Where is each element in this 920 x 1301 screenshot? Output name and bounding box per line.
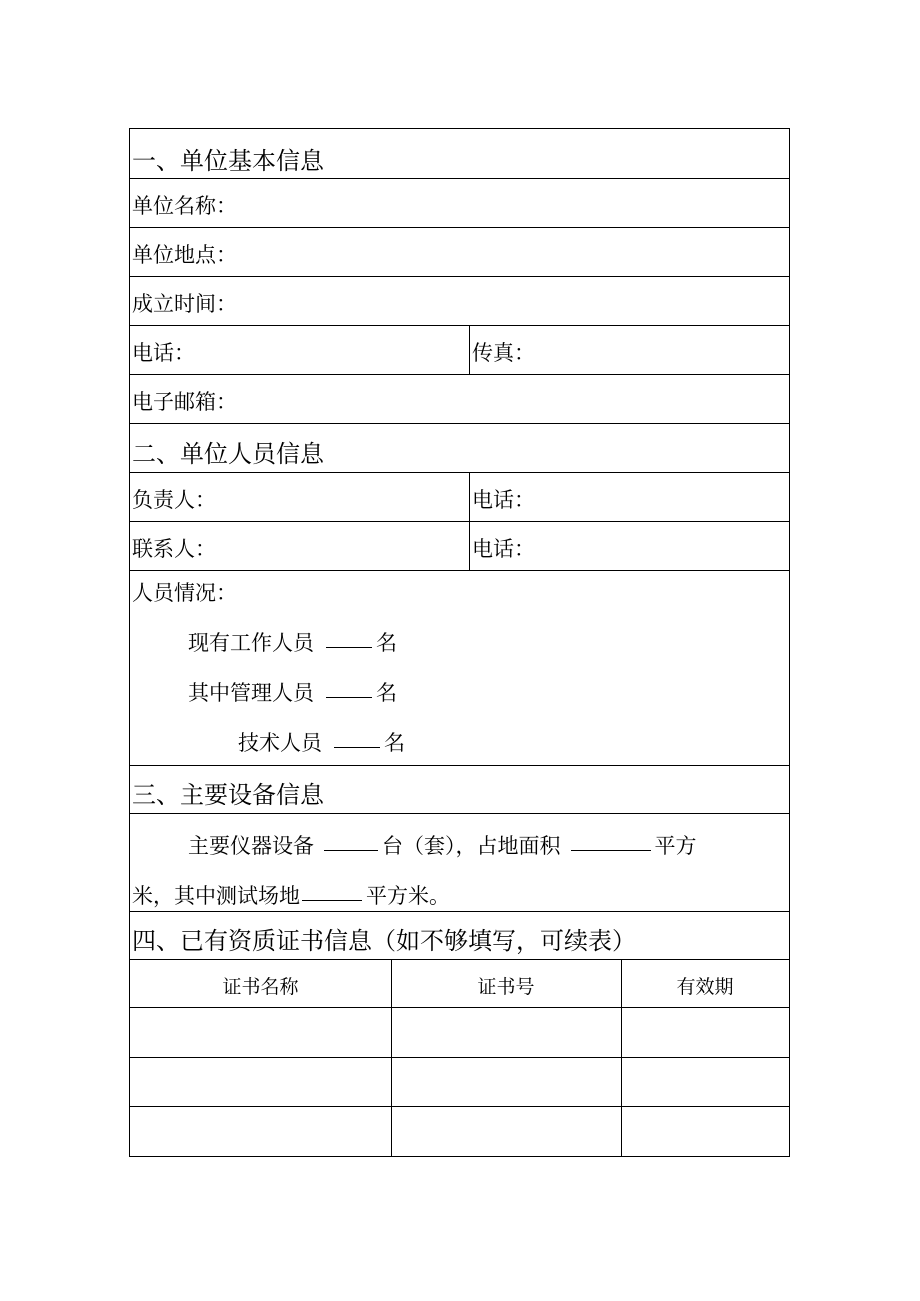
divider <box>621 1107 622 1156</box>
established-row[interactable] <box>130 277 789 326</box>
table-row[interactable] <box>130 1058 789 1107</box>
col-cert-number: 证书号 <box>477 976 535 998</box>
cert-table-header <box>130 960 789 1008</box>
area-blank[interactable] <box>571 849 651 851</box>
equipment-line1 <box>188 830 697 860</box>
staff-unit: 名 <box>376 681 397 705</box>
staff-mgmt-blank[interactable] <box>326 696 372 698</box>
unit-location-row[interactable] <box>130 228 789 277</box>
leader-phone-label: 电话： <box>472 488 535 512</box>
staff-current-blank[interactable] <box>326 646 372 648</box>
staff-unit: 名 <box>376 631 397 655</box>
leader-row <box>130 473 789 522</box>
section3-header <box>130 766 789 814</box>
divider <box>469 473 470 521</box>
staff-mgmt-label: 其中管理人员 <box>188 681 314 705</box>
unit-name-row[interactable] <box>130 179 789 228</box>
contact-phone-label: 电话： <box>472 537 535 561</box>
test-site-label: 米，其中测试场地 <box>132 884 300 908</box>
table-row[interactable] <box>130 1107 789 1156</box>
staff-tech-blank[interactable] <box>334 746 380 748</box>
divider <box>469 522 470 570</box>
section2-title: 二、单位人员信息 <box>132 440 324 468</box>
section3-title: 三、主要设备信息 <box>132 781 324 809</box>
section1-header <box>130 129 789 179</box>
phone-label: 电话： <box>132 341 195 365</box>
staff-unit: 名 <box>384 731 405 755</box>
divider <box>391 1058 392 1106</box>
unit-location-label: 单位地点： <box>132 243 237 267</box>
staff-tech-label: 技术人员 <box>238 731 322 755</box>
section4-header <box>130 912 789 960</box>
staff-mgmt-line <box>188 677 397 707</box>
leader-label: 负责人： <box>132 488 216 512</box>
sqm-label: 平方米。 <box>366 884 450 908</box>
fax-label: 传真： <box>472 341 535 365</box>
unit-name-label: 单位名称： <box>132 194 237 218</box>
staff-current-line <box>188 627 397 657</box>
divider <box>391 1107 392 1156</box>
registration-form <box>129 128 790 1157</box>
equipment-count-blank[interactable] <box>324 849 378 851</box>
col-cert-name: 证书名称 <box>222 976 299 998</box>
staff-title: 人员情况： <box>132 581 237 605</box>
staff-tech-line <box>238 727 405 757</box>
test-site-blank[interactable] <box>302 899 362 901</box>
section2-header <box>130 424 789 473</box>
email-label: 电子邮箱： <box>132 390 237 414</box>
col-validity: 有效期 <box>676 976 734 998</box>
contact-label: 联系人： <box>132 537 216 561</box>
equipment-line2 <box>132 880 450 910</box>
divider <box>621 1058 622 1106</box>
table-row[interactable] <box>130 1008 789 1058</box>
divider <box>391 1008 392 1057</box>
contact-row <box>130 522 789 571</box>
divider <box>621 1008 622 1057</box>
area-label: 台（套），占地面积 <box>382 834 561 858</box>
section4-title: 四、已有资质证书信息（如不够填写，可续表） <box>132 927 636 955</box>
divider <box>469 326 470 374</box>
section1-title: 一、单位基本信息 <box>132 147 324 175</box>
phone-fax-row <box>130 326 789 375</box>
staff-row <box>130 571 789 766</box>
equipment-label: 主要仪器设备 <box>188 834 314 858</box>
email-row[interactable] <box>130 375 789 424</box>
equipment-row <box>130 814 789 912</box>
sqm-label-part: 平方 <box>654 834 697 858</box>
staff-current-label: 现有工作人员 <box>188 631 314 655</box>
established-label: 成立时间： <box>132 292 237 316</box>
